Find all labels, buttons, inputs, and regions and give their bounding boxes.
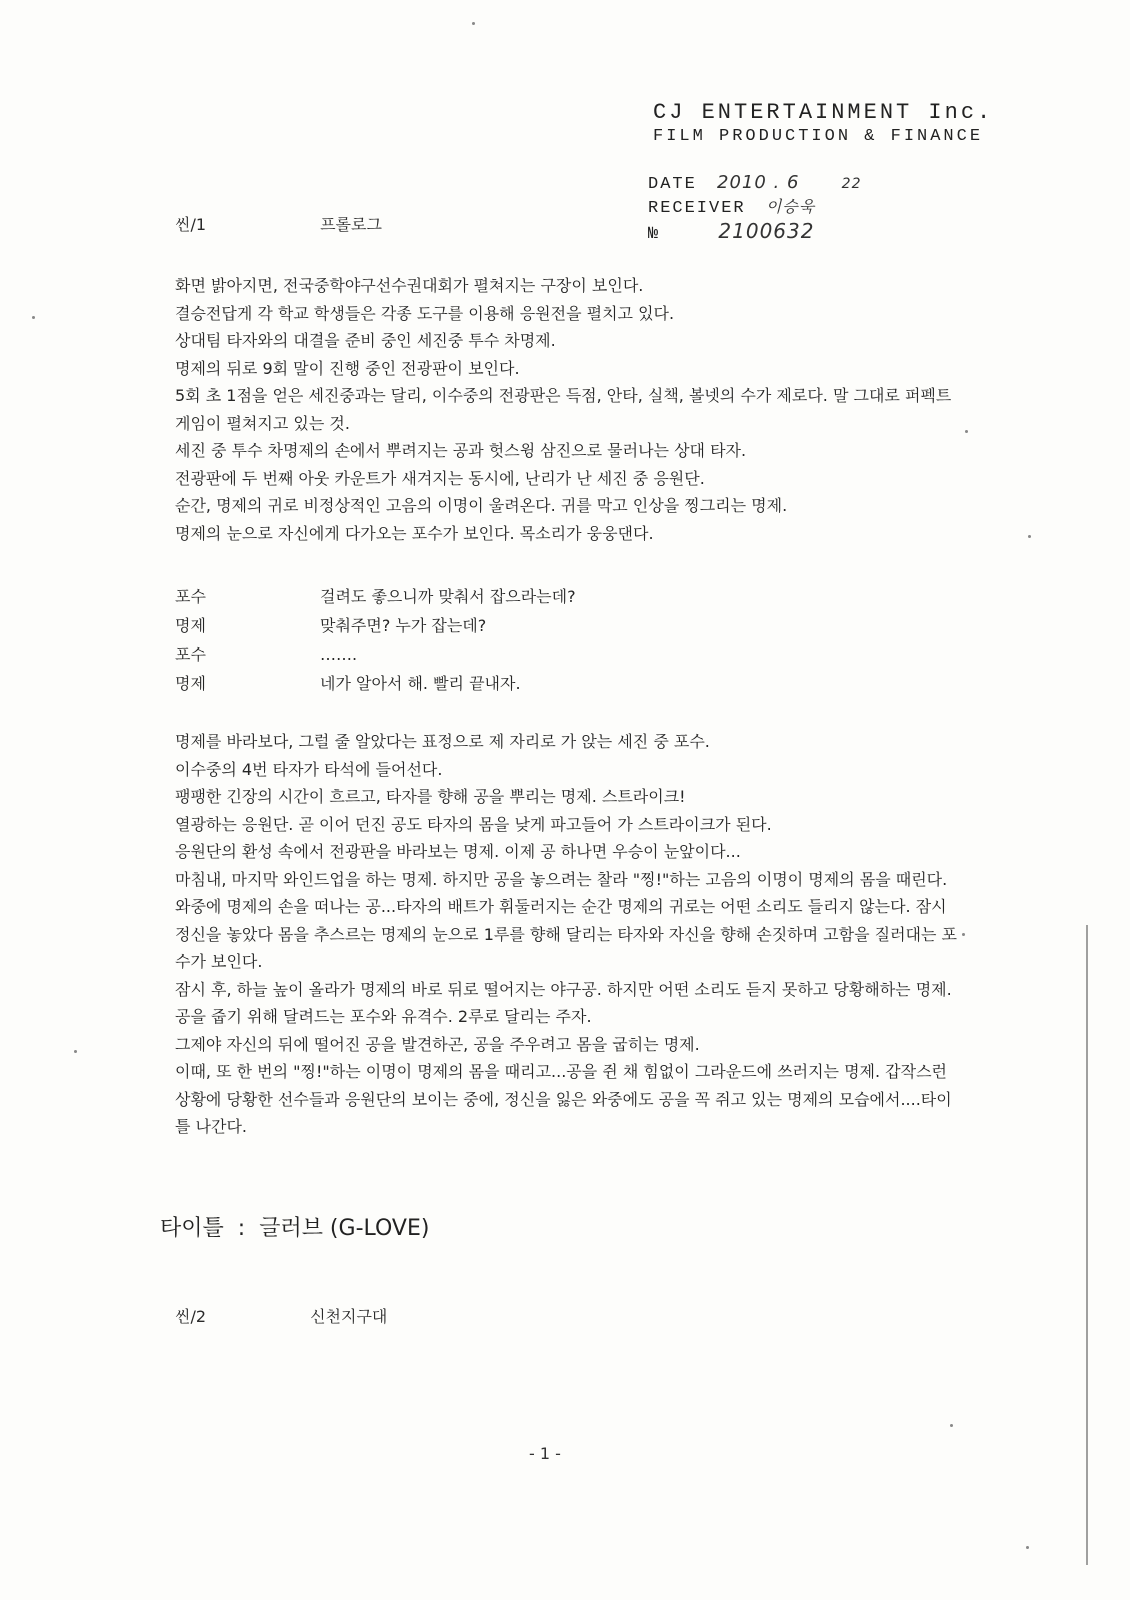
description-line: 이수중의 4번 타자가 타석에 들어선다. <box>175 759 443 779</box>
receipt-info <box>648 172 928 246</box>
description-block-2 <box>175 728 965 1141</box>
description-line: 명제를 바라보다, 그럴 줄 알았다는 표정으로 제 자리로 가 앉는 세진 중 포수. <box>175 732 710 751</box>
description-line: 5회 초 1점을 얻은 세진중과는 달리, 이수중의 전광판은 득점, 안타, 실책, 볼넷의 수가 제로다. 말 그대로 퍼펙트 게임이 펼쳐지고 있는 것. <box>175 386 952 433</box>
receipt-stamp <box>653 100 994 148</box>
scan-edge-line <box>1086 925 1088 1565</box>
description-line: 명제의 눈으로 자신에게 다가오는 포수가 보인다. 목소리가 웅웅댄다. <box>175 523 654 543</box>
dialogue-line <box>175 640 965 669</box>
dialogue-line <box>175 611 965 640</box>
description-line: 그제야 자신의 뒤에 떨어진 공을 발견하곤, 공을 주우려고 몸을 굽히는 명제. <box>175 1034 700 1054</box>
page-number: - 1 - <box>529 1444 561 1463</box>
dialogue-text: 네가 알아서 해. 빨리 끝내자. <box>320 674 521 693</box>
scene-2-heading <box>175 1304 387 1327</box>
date-day: 22 <box>841 176 862 192</box>
dialogue-line <box>175 582 965 611</box>
description-line: 화면 밝아지면, 전국중학야구선수권대회가 펼쳐지는 구장이 보인다. <box>175 276 644 295</box>
description-line: 이때, 또 한 번의 "찡!"하는 이명이 명제의 몸을 때리고...공을 쥔 채 힘없이 그라운드에 쓰러지는 명제. 갑작스런 상황에 당황한 선수들과 응원단의 보이는 중에, 정신을 잃은 와중에도 공을 꼭 쥐고 있는 명제의 모습에서....타이틀 나간다. <box>175 1062 952 1136</box>
scene-2-number: 씬/2 <box>175 1307 207 1326</box>
dialogue-block <box>175 582 965 698</box>
description-line: 잠시 후, 하늘 높이 올라가 명제의 바로 뒤로 떨어지는 야구공. 하지만 어떤 소리도 듣지 못하고 당황해하는 명제. 공을 줍기 위해 달려드는 포수와 유격수. 2루로 달리는 주자. <box>175 979 952 1026</box>
date-value: 2010 . 6 <box>717 172 800 193</box>
scan-speck <box>472 22 475 25</box>
description-line: 명제의 뒤로 9회 말이 진행 중인 전광판이 보인다. <box>175 358 520 378</box>
dialogue-speaker: 포수 <box>175 587 206 606</box>
dialogue-text: 맞춰주면? 누가 잡는데? <box>320 616 487 635</box>
title-text: 글러브 (G-LOVE) <box>259 1216 430 1241</box>
title-label: 타이틀 <box>160 1216 224 1241</box>
dialogue-text: 걸려도 좋으니까 맞춰서 잡으라는데? <box>320 587 576 606</box>
scan-speck <box>1028 535 1031 538</box>
description-line: 세진 중 투수 차명제의 손에서 뿌려지는 공과 헛스윙 삼진으로 물러나는 상대 타자. <box>175 441 747 460</box>
description-block-1 <box>175 272 965 547</box>
description-line: 팽팽한 긴장의 시간이 흐르고, 타자를 향해 공을 뿌리는 명제. 스트라이크! <box>175 787 686 806</box>
description-line: 응원단의 환성 속에서 전광판을 바라보는 명제. 이제 공 하나면 우승이 눈앞이다... <box>175 842 741 861</box>
scene-1-heading <box>175 212 382 235</box>
scan-speck <box>950 1424 953 1427</box>
description-line: 결승전답게 각 학교 학생들은 각종 도구를 이용해 응원전을 펼치고 있다. <box>175 303 675 323</box>
dialogue-text: ……. <box>320 645 358 664</box>
scan-speck <box>962 933 965 936</box>
scan-speck <box>32 316 35 319</box>
dialogue-speaker: 명제 <box>175 616 206 635</box>
title-separator: : <box>237 1216 246 1241</box>
dialogue-speaker: 명제 <box>175 674 206 693</box>
dialogue-speaker: 포수 <box>175 645 206 664</box>
scene-2-place: 신천지구대 <box>310 1307 388 1326</box>
description-line: 상대팀 타자와의 대결을 준비 중인 세진중 투수 차명제. <box>175 331 556 350</box>
scene-1-place: 프롤로그 <box>320 215 382 234</box>
no-label: № <box>648 225 661 244</box>
description-line: 열광하는 응원단. 곧 이어 던진 공도 타자의 몸을 낮게 파고들어 가 스트라이크가 된다. <box>175 814 772 834</box>
dialogue-line <box>175 669 965 698</box>
stamp-division: FILM PRODUCTION & FINANCE <box>653 127 984 146</box>
scan-speck <box>965 430 968 433</box>
scene-1-number: 씬/1 <box>175 215 207 234</box>
receiver-value: 이승욱 <box>765 197 816 216</box>
stamp-company: CJ ENTERTAINMENT Inc. <box>653 100 994 125</box>
description-line: 전광판에 두 번째 아웃 카운트가 새겨지는 동시에, 난리가 난 세진 중 응원단. <box>175 468 705 488</box>
description-line: 순간, 명제의 귀로 비정상적인 고음의 이명이 울려온다. 귀를 막고 인상을 찡그리는 명제. <box>175 496 788 515</box>
scan-speck <box>74 1050 77 1053</box>
date-label: DATE <box>648 175 697 194</box>
no-value: 2100632 <box>718 219 815 243</box>
description-line: 마침내, 마지막 와인드업을 하는 명제. 하지만 공을 놓으려는 찰라 "찡!"하는 고음의 이명이 명제의 몸을 때린다. 와중에 명제의 손을 떠나는 공...타자의 배트가 휘둘러지는 순간 명제의 귀로는 어떤 소리도 들리지 않는다. 잠시 정신을 놓았다 몸을 추스르는 명제의 눈으로 1루를 향해 달리는 타자와 자신을 향해 손짓하며 고함을 질러대는 포수가 보인다. <box>175 869 957 971</box>
scan-speck <box>1026 1546 1029 1549</box>
receiver-label: RECEIVER <box>648 199 746 218</box>
title-heading <box>160 1211 429 1242</box>
